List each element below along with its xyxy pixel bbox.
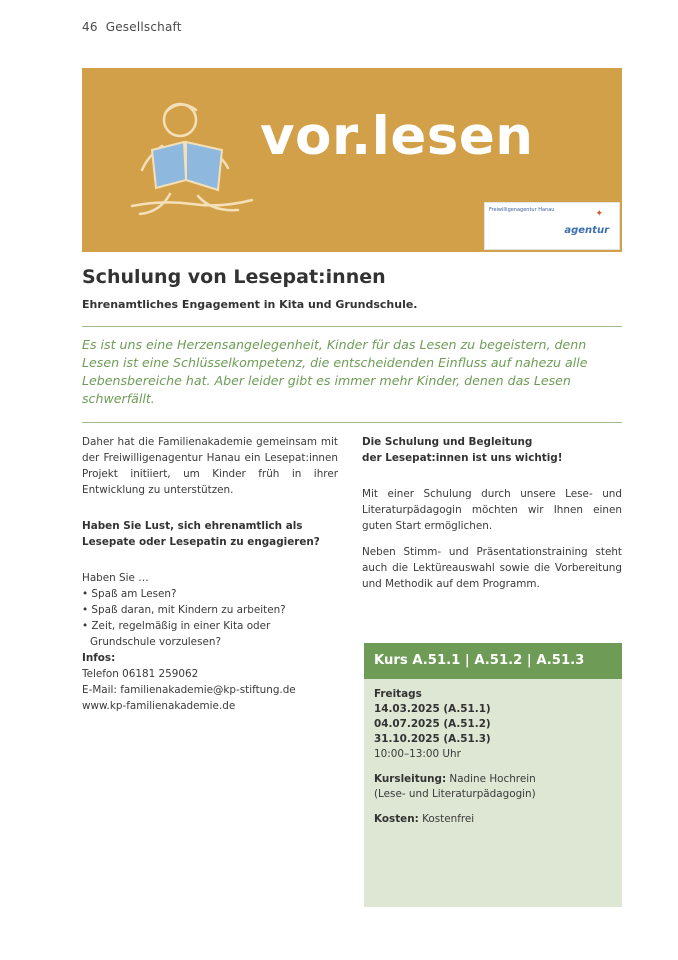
contact-email[interactable]: E-Mail: familienakademie@kp-stiftung.de [82,684,296,696]
right-paragraph-2: Neben Stimm- und Präsentationstraining steht auch die Lektüreauswahl sowie die Vorbereitung und Methodik auf dem Programm. [362,546,622,590]
page-title: Schulung von Lesepat:innen [82,266,386,288]
intro-text: Es ist uns eine Herzensangelegenheit, Kinder für das Lesen zu begeistern, denn Lesen ist eine Schlüsselkompetenz, die entscheidenden Einfluss auf nahezu alle Lebensbereiche hat. Aber leider gibt es immer mehr Kinder, denen das Lesen schwerfällt. [82,337,588,406]
right-heading-line2: der Lesepat:innen ist uns wichtig! [362,452,563,464]
list-item: • Zeit, regelmäßig in einer Kita oder Grundschule vorzulesen? [82,620,271,648]
child-reading-book-icon [122,88,262,238]
left-paragraph: Daher hat die Familienakademie gemeinsam mit der Freiwilligenagentur Hanau ein Lesepat:innen Projekt initiiert, um Kinder früh in ihrer Entwicklung zu unterstützen. [82,436,338,496]
right-heading-line1: Die Schulung und Begleitung [362,436,533,448]
list-item: • Spaß am Lesen? [82,588,177,600]
sponsor-logo-text: agentur [564,225,609,236]
course-info-box [364,643,622,907]
divider-top [82,326,622,327]
hero-title: vor.lesen [260,106,534,167]
course-body [364,679,622,835]
course-date: 04.07.2025 (A.51.2) [374,718,491,730]
course-time: 10:00–13:00 Uhr [374,748,461,760]
course-date: 14.03.2025 (A.51.1) [374,703,491,715]
sponsor-label: Freiwilligenagentur Hanau [489,207,555,213]
right-paragraph-1: Mit einer Schulung durch unsere Lese- und Literaturpädagogin möchten wir Ihnen einen guten Start ermöglichen. [362,488,622,532]
page-subtitle: Ehrenamtliches Engagement in Kita und Grundschule. [82,298,418,311]
course-lead-label: Kursleitung: [374,773,447,785]
list-item: • Spaß daran, mit Kindern zu arbeiten? [82,604,286,616]
contact-website[interactable]: www.kp-familienakademie.de [82,700,236,712]
course-header: Kurs A.51.1 | A.51.2 | A.51.3 [364,643,622,679]
infos-label: Infos: [82,652,116,664]
sponsor-logo [484,202,620,250]
course-cost [374,812,612,827]
page-number: 46 [82,20,98,34]
list-intro: Haben Sie … [82,572,149,584]
course-cost-label: Kosten: [374,813,419,825]
course-lead [374,772,612,787]
course-lead-role: (Lese- und Literaturpädagogin) [374,788,536,800]
hero-banner [82,68,622,252]
page-header [82,20,182,34]
contact-phone: Telefon 06181 259062 [82,668,199,680]
right-column [362,434,622,592]
left-question: Haben Sie Lust, sich ehrenamtlich als Lesepate oder Lesepatin zu engagieren? [82,520,320,548]
section-name: Gesellschaft [105,20,182,34]
left-column [82,434,338,714]
course-cost-value: Kostenfrei [422,813,475,825]
sponsor-mark-icon: ✦ [595,209,603,219]
divider-bottom [82,422,622,423]
course-lead-name: Nadine Hochrein [449,773,536,785]
course-day: Freitags [374,688,422,700]
bullet-list [82,586,338,650]
course-date: 31.10.2025 (A.51.3) [374,733,491,745]
